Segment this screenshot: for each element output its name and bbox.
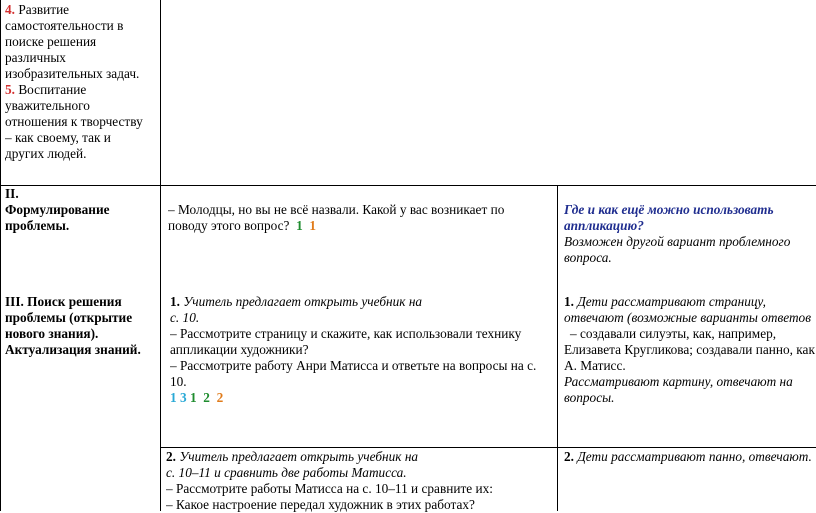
answer-1-number: 1. bbox=[564, 294, 574, 309]
goal-4-line: поиске решения bbox=[5, 34, 97, 49]
stage-3-title: III. Поиск решения проблемы (открытие нового знания). Актуализация знаний. bbox=[5, 294, 141, 357]
goal-5-line: уважительного bbox=[5, 98, 90, 113]
task-2-number: 2. bbox=[166, 449, 176, 464]
mark-orange: 1 bbox=[309, 218, 317, 233]
answer-2-number: 2. bbox=[564, 449, 574, 464]
goal-5-line: других людей. bbox=[5, 146, 87, 161]
mark-orange: 2 bbox=[216, 390, 224, 405]
goal-5-line: Воспитание bbox=[18, 82, 87, 97]
goal-4-line: различных bbox=[5, 50, 66, 65]
stage-3-task-1: 1. Учитель предлагает открыть учебник на с. 10. – Рассмотрите страницу и скажите, как использовали технику аппликации художники? – Рассмотрите работу Анри Матисса и ответьте на вопросы на с. 10. 1 3 1 2 2 bbox=[170, 294, 537, 405]
table-divider-col1 bbox=[160, 0, 161, 511]
mark-green: 1 bbox=[296, 218, 303, 233]
goal-4-line: Развитие bbox=[18, 2, 70, 17]
stage-2-note: Где и как ещё можно использовать аппликацию? Возможен другой вариант проблемного вопроса. bbox=[564, 202, 791, 265]
task-1-number: 1. bbox=[170, 294, 180, 309]
stage-3-answer-2: 2. Дети рассматривают панно, отвечают. bbox=[564, 449, 812, 464]
mark-cyan: 1 bbox=[170, 390, 177, 405]
goal-4-number: 4. bbox=[5, 2, 15, 17]
mark-green: 1 bbox=[189, 390, 197, 405]
goals-cell bbox=[5, 2, 159, 162]
goal-5-number: 5. bbox=[5, 82, 15, 97]
goal-4-line: изобразительных задач. bbox=[5, 66, 140, 81]
goal-5-line: – как своему, так и bbox=[5, 130, 111, 145]
stage-3-answer-1: 1. Дети рассматривают страницу, отвечают (возможные варианты ответов – создавали силуэты, как, например, Елизавета Кругликова; создавали панно, как А. Матисс. Рассматривают картину, отвечают на вопросы. bbox=[564, 294, 815, 405]
table-border-left bbox=[0, 0, 1, 511]
stage-2-title: II. Формулирование проблемы. bbox=[5, 186, 110, 233]
stage-2-teacher-text: – Молодцы, но вы не всё назвали. Какой у вас возникает по поводу этого вопрос? 1 1 bbox=[168, 202, 505, 233]
table-row-divider-2 bbox=[160, 447, 816, 448]
goal-4-line: самостоятельности в bbox=[5, 18, 124, 33]
table-divider-col2 bbox=[557, 185, 558, 511]
stage-3-task-2: 2. Учитель предлагает открыть учебник на с. 10–11 и сравнить две работы Матисса. – Рассмотрите работы Матисса на с. 10–11 и сравните их: – Какое настроение передал художник в этих работах? bbox=[166, 449, 493, 512]
mark-cyan: 3 bbox=[179, 390, 187, 405]
goal-5-line: отношения к творчеству bbox=[5, 114, 143, 129]
mark-green: 2 bbox=[203, 390, 210, 405]
